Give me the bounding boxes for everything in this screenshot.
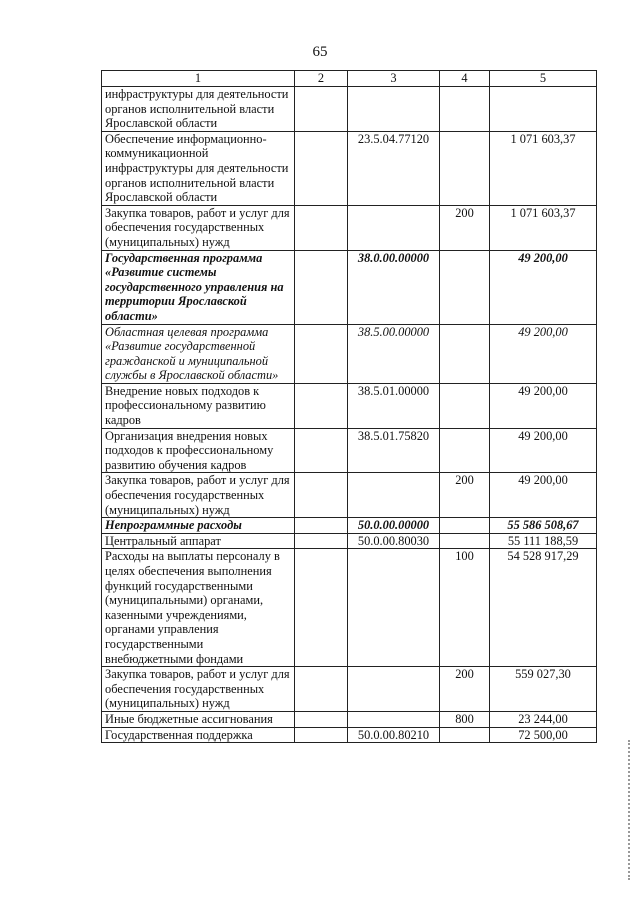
row-name-cell: Расходы на выплаты персоналу в целях обеспечения выполнения функций государственными (муниципальными) органами, казенными учреждениями, органами управления государственными внебюджетными фондами [102,549,295,667]
row-amount-cell: 1 071 603,37 [490,131,597,205]
row-empty-cell [295,533,348,549]
row-name-cell: Центральный аппарат [102,533,295,549]
row-code-cell [348,549,440,667]
table-row [102,518,597,534]
row-amount-cell: 55 111 188,59 [490,533,597,549]
row-empty-cell [295,87,348,132]
column-header-5: 5 [490,71,597,87]
row-code-cell: 38.5.00.00000 [348,324,440,383]
table-body [102,87,597,743]
row-amount-cell: 1 071 603,37 [490,205,597,250]
row-type-cell [440,727,490,743]
column-header-1: 1 [102,71,295,87]
column-header-4: 4 [440,71,490,87]
row-name-cell: Непрограммные расходы [102,518,295,534]
row-type-cell [440,533,490,549]
row-empty-cell [295,383,348,428]
row-empty-cell [295,250,348,324]
row-name-cell: Внедрение новых подходов к профессиональному развитию кадров [102,383,295,428]
page-number: 65 [312,44,328,60]
row-empty-cell [295,473,348,518]
row-empty-cell [295,727,348,743]
row-name-cell: Закупка товаров, работ и услуг для обеспечения государственных (муниципальных) нужд [102,473,295,518]
table-row [102,383,597,428]
table-row [102,87,597,132]
table-row [102,473,597,518]
row-type-cell [440,250,490,324]
row-code-cell: 38.5.01.00000 [348,383,440,428]
row-code-cell: 50.0.00.80030 [348,533,440,549]
table-row [102,131,597,205]
row-amount-cell: 55 586 508,67 [490,518,597,534]
row-amount-cell: 49 200,00 [490,324,597,383]
row-type-cell: 800 [440,711,490,727]
row-name-cell: Государственная поддержка [102,727,295,743]
row-type-cell: 200 [440,667,490,712]
row-amount-cell: 49 200,00 [490,383,597,428]
row-code-cell [348,205,440,250]
row-type-cell [440,131,490,205]
table-row [102,549,597,667]
row-name-cell: Закупка товаров, работ и услуг для обеспечения государственных (муниципальных) нужд [102,205,295,250]
margin-scan-mark [628,740,636,880]
row-code-cell: 50.0.00.00000 [348,518,440,534]
table-row [102,711,597,727]
table-row [102,727,597,743]
row-type-cell [440,324,490,383]
row-amount-cell: 49 200,00 [490,473,597,518]
table-row [102,667,597,712]
row-empty-cell [295,667,348,712]
row-name-cell: Иные бюджетные ассигнования [102,711,295,727]
row-empty-cell [295,549,348,667]
column-header-3: 3 [348,71,440,87]
row-type-cell [440,518,490,534]
row-type-cell: 200 [440,205,490,250]
row-code-cell [348,711,440,727]
row-code-cell: 50.0.00.80210 [348,727,440,743]
row-amount-cell: 49 200,00 [490,428,597,473]
table-header-row [102,71,597,87]
row-empty-cell [295,205,348,250]
row-empty-cell [295,428,348,473]
row-name-cell: Обеспечение информационно-коммуникационной инфраструктуры для деятельности органов исполнительной власти Ярославской области [102,131,295,205]
row-name-cell: Государственная программа «Развитие системы государственного управления на территории Ярославской области» [102,250,295,324]
row-type-cell: 200 [440,473,490,518]
row-name-cell: инфраструктуры для деятельности органов исполнительной власти Ярославской области [102,87,295,132]
table-row [102,205,597,250]
row-code-cell: 23.5.04.77120 [348,131,440,205]
row-type-cell [440,383,490,428]
row-empty-cell [295,518,348,534]
row-type-cell: 100 [440,549,490,667]
row-type-cell [440,87,490,132]
row-name-cell: Закупка товаров, работ и услуг для обеспечения государственных (муниципальных) нужд [102,667,295,712]
table-row [102,428,597,473]
row-empty-cell [295,131,348,205]
table-row [102,250,597,324]
row-amount-cell [490,87,597,132]
row-empty-cell [295,324,348,383]
row-code-cell: 38.0.00.00000 [348,250,440,324]
row-amount-cell: 49 200,00 [490,250,597,324]
row-name-cell: Областная целевая программа «Развитие государственной гражданской и муниципальной службы в Ярославской области» [102,324,295,383]
row-name-cell: Организация внедрения новых подходов к профессиональному развитию обучения кадров [102,428,295,473]
row-code-cell [348,667,440,712]
row-amount-cell: 72 500,00 [490,727,597,743]
budget-table [101,70,597,743]
row-amount-cell: 23 244,00 [490,711,597,727]
column-header-2: 2 [295,71,348,87]
row-code-cell: 38.5.01.75820 [348,428,440,473]
row-type-cell [440,428,490,473]
row-amount-cell: 54 528 917,29 [490,549,597,667]
row-code-cell [348,473,440,518]
row-code-cell [348,87,440,132]
table-row [102,533,597,549]
table-row [102,324,597,383]
row-empty-cell [295,711,348,727]
row-amount-cell: 559 027,30 [490,667,597,712]
